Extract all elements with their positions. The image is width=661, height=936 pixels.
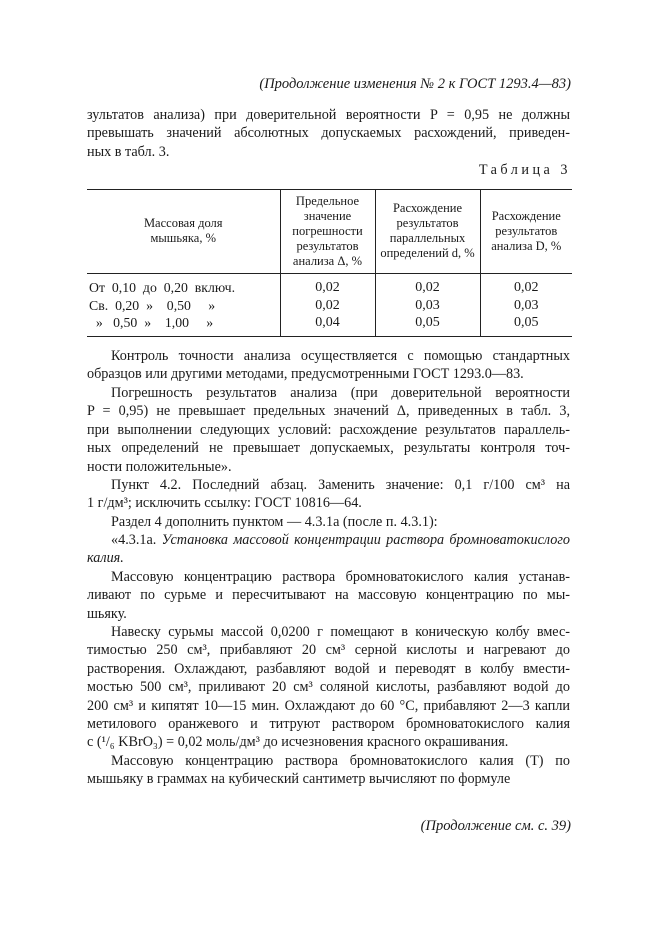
- text-line: ливают по сурьме и пересчитывают на массовую концентрацию по мы-: [87, 587, 570, 604]
- text-line: превышать значений абсолютных допускаемых расхождений, приведен-: [87, 125, 570, 142]
- text-line: Массовую концентрацию раствора бромноватокислого калия устанав-: [111, 569, 570, 585]
- text-line: образцов или другими методами, предусмотренными ГОСТ 1293.0—83.: [87, 366, 524, 383]
- analysis-discrepancy-value: 0,05: [480, 314, 572, 336]
- header-mass-fraction: Массовая доля мышьяка, %: [87, 190, 280, 274]
- analysis-discrepancy-value: 0,03: [480, 297, 572, 315]
- text-line: P = 0,95) не превышает предельных значений Δ, приведенных в табл. 3,: [87, 403, 570, 420]
- text-line: Раздел 4 дополнить пунктом — 4.3.1а (после п. 4.3.1):: [111, 514, 438, 530]
- procedure-paragraph: [87, 623, 570, 752]
- header-analysis-discrepancy: Расхождение результатов анализа D, %: [480, 190, 572, 274]
- text-line: растворения. Охлаждают, разбавляют водой и переводят в колбу вмести-: [87, 660, 570, 677]
- table-row: [87, 314, 572, 336]
- clause-number: «4.3.1а.: [111, 532, 162, 548]
- header-parallel-discrepancy: Расхождение результатов параллельных определений d, %: [375, 190, 480, 274]
- text-line: метилового оранжевого и титруют раствором бромноватокислого калия: [87, 716, 570, 733]
- accuracy-control-paragraph: [87, 347, 570, 384]
- mass-range: От 0,10 до 0,20 включ.: [89, 280, 236, 295]
- text-line: ных определений не превышает допускаемых, результаты контроля точ-: [87, 440, 570, 457]
- table-row: [87, 297, 572, 315]
- analysis-discrepancy-value: 0,02: [480, 274, 572, 297]
- table-row: [87, 274, 572, 297]
- header-error-limit: Предельное значение погрешности результатов анализа Δ, %: [280, 190, 375, 274]
- formula-intro-paragraph: [87, 752, 570, 789]
- text-line: [87, 549, 570, 567]
- error-limit-value: 0,02: [280, 297, 375, 315]
- clause-title-end: калия.: [87, 550, 124, 567]
- table-caption: Таблица 3: [478, 162, 571, 178]
- error-limit-value: 0,02: [280, 274, 375, 297]
- text-line: мышьяку в граммах на кубический сантиметр вычисляют по формуле: [87, 771, 511, 788]
- text-line: 1 г/дм³; исключить ссылку: ГОСТ 10816—64.: [87, 495, 362, 512]
- mass-range: Св. 0,20 » 0,50 »: [89, 297, 216, 313]
- text-line: Пункт 4.2. Последний абзац. Заменить значение: 0,1 г/100 см³ на: [111, 477, 570, 493]
- text-line: мостью 500 см³, приливают 20 см³ соляной кислоты, разбавляют водой до: [87, 679, 570, 696]
- clause-title: Установка массовой концентрации раствора бромноватокислого: [161, 532, 570, 548]
- page-footer: (Продолжение см. с. 39): [420, 818, 571, 834]
- text-line: при выполнении следующих условий: расхождение результатов параллель-: [87, 421, 570, 438]
- text-line: 200 см³ и кипятят 10—15 мин. Охлаждают до 60 °С, прибавляют 2—3 капли: [87, 697, 570, 714]
- table-3: [87, 189, 572, 337]
- concentration-paragraph: [87, 568, 570, 623]
- text-line: Контроль точности анализа осуществляется с помощью стандартных: [111, 348, 570, 364]
- parallel-discrepancy-value: 0,03: [375, 297, 480, 315]
- text-line: Массовую концентрацию раствора бромноватокислого калия (T) по: [111, 753, 570, 769]
- text-line: [87, 531, 570, 549]
- mass-range: » 0,50 » 1,00 »: [87, 314, 280, 336]
- error-paragraph: [87, 384, 570, 476]
- text-line: шьяку.: [87, 605, 127, 622]
- text-line: Навеску сурьмы массой 0,0200 г помещают в коническую колбу вмес-: [111, 624, 570, 640]
- section-4-addition-paragraph: [87, 513, 570, 531]
- text-line: c (¹/₆ KBrO₃) = 0,02 моль/дм³ до исчезновения красного окрашивания.: [87, 734, 509, 751]
- error-limit-value: 0,04: [280, 314, 375, 336]
- parallel-discrepancy-value: 0,02: [375, 274, 480, 297]
- clause-4-2-paragraph: [87, 476, 570, 513]
- table-header-row: [87, 190, 572, 274]
- clause-4-3-1a-heading: [87, 531, 570, 568]
- text-line: ных в табл. 3.: [87, 143, 170, 160]
- intro-paragraph: [87, 106, 570, 161]
- text-line: ности положительные».: [87, 458, 232, 475]
- parallel-discrepancy-value: 0,05: [375, 314, 480, 336]
- text-line: зультатов анализа) при доверительной вероятности P = 0,95 не должны: [87, 107, 570, 123]
- page-header: (Продолжение изменения № 2 к ГОСТ 1293.4—83): [259, 76, 571, 92]
- text-line: тимостью 250 см³, прибавляют 20 см³ серной кислоты и нагревают до: [87, 642, 570, 659]
- text-line: Погрешность результатов анализа (при доверительной вероятности: [111, 385, 570, 401]
